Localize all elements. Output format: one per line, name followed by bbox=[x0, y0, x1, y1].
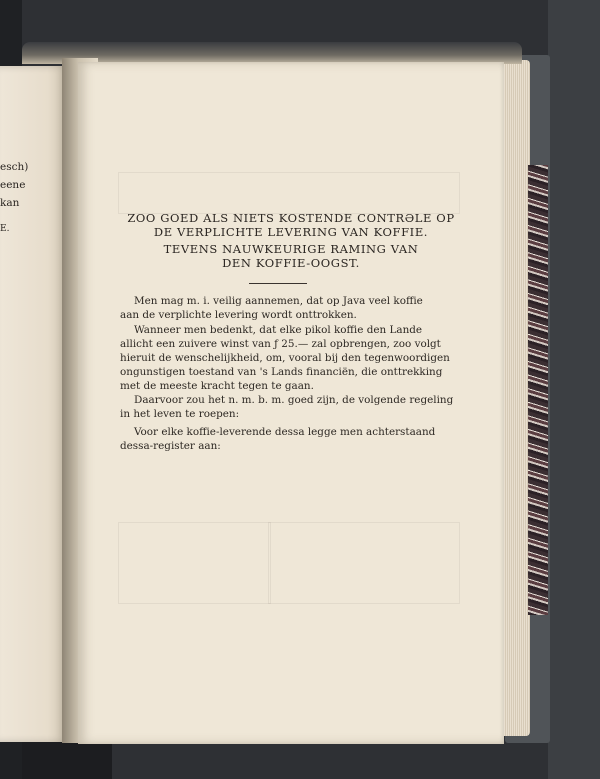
chapter-subtitle-line: DEN KOFFIE-OOGST. bbox=[222, 256, 360, 270]
body-line: Wanneer men bedenkt, dat elke pikol koffie den Lande bbox=[134, 324, 423, 336]
background-lower-left bbox=[22, 740, 112, 779]
body-line: met de meeste kracht tegen te gaan. bbox=[120, 380, 314, 392]
body-line: Voor elke koffie-leverende dessa legge men achterstaand bbox=[134, 426, 436, 438]
body-line: allicht een zuivere winst van ƒ 25.— zal opbrengen, zoo volgt bbox=[120, 338, 441, 350]
left-page-fragment: esch) bbox=[0, 161, 29, 173]
body-line: ongunstigen toestand van 's Lands financiën, die onttrekking bbox=[120, 366, 443, 378]
body-line: in het leven te roepen: bbox=[120, 408, 240, 420]
left-page bbox=[0, 66, 68, 742]
page-edges bbox=[500, 60, 530, 736]
body-line: aan de verplichte levering wordt onttrokken. bbox=[120, 309, 357, 321]
body-line: dessa-register aan: bbox=[120, 440, 221, 452]
chapter-subtitle-line: TEVENS NAUWKEURIGE RAMING VAN bbox=[163, 242, 419, 256]
body-line: hieruit de wenschelijkheid, om, vooral bij den tegenwoordigen bbox=[120, 352, 450, 364]
background-right bbox=[548, 0, 600, 779]
show-through-table bbox=[118, 172, 460, 214]
left-page-fragment: eene bbox=[0, 179, 26, 191]
left-page-fragment: E. bbox=[0, 224, 10, 234]
right-page bbox=[78, 62, 504, 744]
body-line: Men mag m. i. veilig aannemen, dat op Java veel koffie bbox=[134, 295, 423, 307]
show-through-table bbox=[118, 522, 460, 604]
body-line: Daarvoor zou het n. m. b. m. goed zijn, de volgende regeling bbox=[134, 394, 454, 406]
chapter-title-line: ZOO GOED ALS NIETS KOSTENDE CONTRƏLE OP bbox=[127, 211, 455, 225]
title-rule bbox=[249, 283, 307, 284]
left-page-fragment: kan bbox=[0, 197, 20, 209]
chapter-title-line: DE VERPLICHTE LEVERING VAN KOFFIE. bbox=[153, 225, 429, 239]
marbled-endpaper bbox=[528, 165, 548, 615]
show-through-table bbox=[268, 522, 271, 604]
